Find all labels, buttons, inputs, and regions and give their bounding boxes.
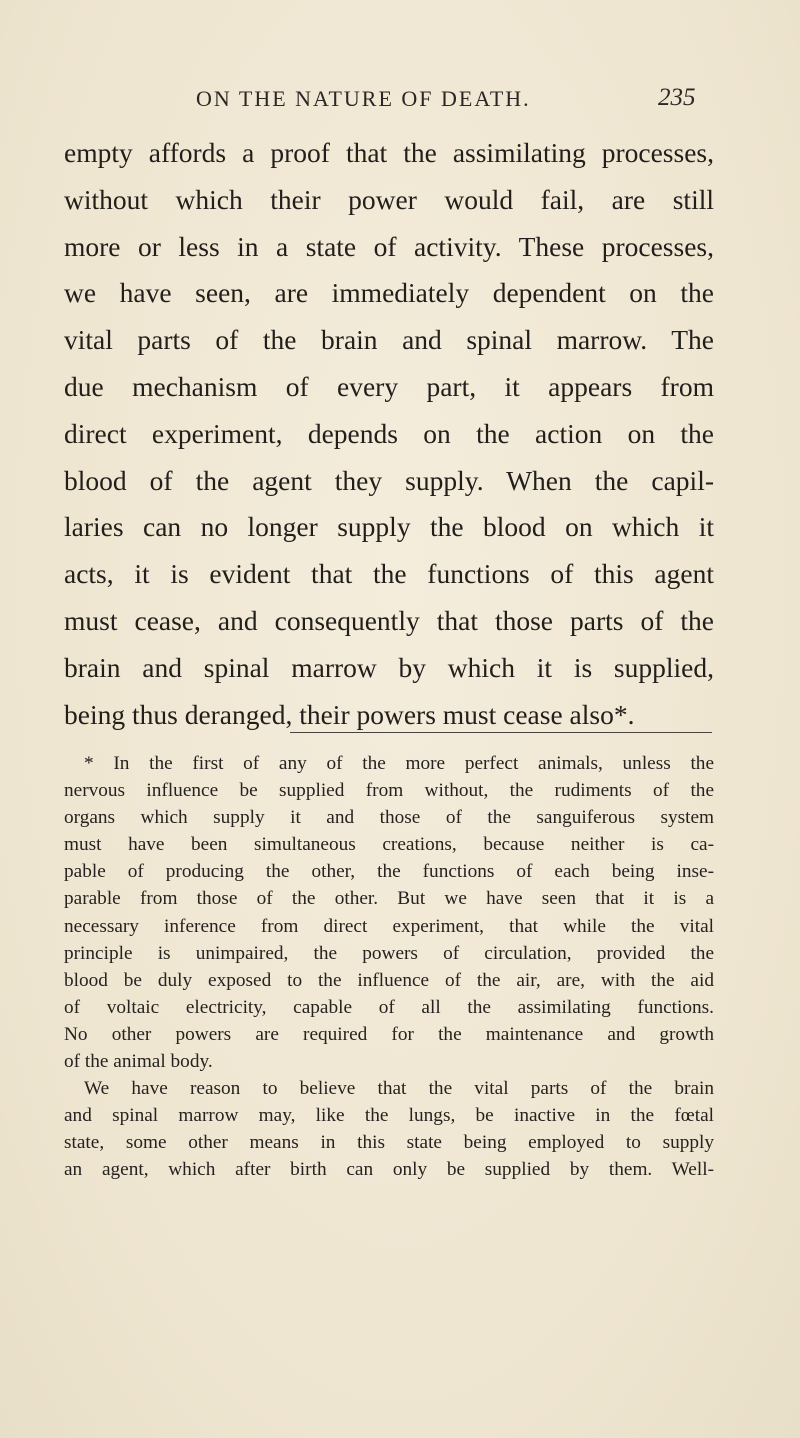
text-line: vital parts of the brain and spinal marrow. The bbox=[64, 324, 714, 356]
footnote-line: necessary inference from direct experiment, that while the vital bbox=[64, 915, 714, 937]
footnote-line: state, some other means in this state being employed to supply bbox=[64, 1132, 714, 1154]
main-text bbox=[64, 130, 714, 738]
footnote-line: organs which supply it and those of the sanguiferous system bbox=[64, 807, 714, 829]
footnote-line: parable from those of the other. But we have seen that it is a bbox=[64, 888, 714, 910]
text-line: more or less in a state of activity. These processes, bbox=[64, 230, 714, 262]
text-line: must cease, and consequently that those parts of the bbox=[64, 604, 714, 636]
footnote-line: No other powers are required for the maintenance and growth bbox=[64, 1023, 714, 1045]
footnote-line: must have been simultaneous creations, because neither is ca- bbox=[64, 834, 714, 856]
page-number: 235 bbox=[658, 84, 696, 111]
text-line: due mechanism of every part, it appears from bbox=[64, 370, 714, 402]
text-line: blood of the agent they supply. When the capil- bbox=[64, 464, 714, 496]
text-line: without which their power would fail, are still bbox=[64, 183, 714, 215]
footnote-line: and spinal marrow may, like the lungs, be inactive in the fœtal bbox=[64, 1105, 714, 1127]
footnote-line: of the animal body. bbox=[64, 1051, 213, 1073]
running-title: ON THE NATURE OF DEATH. bbox=[196, 86, 531, 111]
text-line: direct experiment, depends on the action on the bbox=[64, 417, 714, 449]
footnote-rule bbox=[290, 732, 712, 733]
footnote-line: an agent, which after birth can only be supplied by them. Well- bbox=[64, 1159, 714, 1181]
text-line: being thus deranged, their powers must cease also*. bbox=[64, 698, 635, 730]
text-line: we have seen, are immediately dependent on the bbox=[64, 277, 714, 309]
running-head bbox=[0, 86, 800, 120]
text-line: brain and spinal marrow by which it is supplied, bbox=[64, 651, 714, 683]
footnote-line: nervous influence be supplied from without, the rudiments of the bbox=[64, 780, 714, 802]
footnote-line: pable of producing the other, the functions of each being inse- bbox=[64, 861, 714, 883]
text-line: acts, it is evident that the functions of this agent bbox=[64, 558, 714, 590]
footnote-line: of voltaic electricity, capable of all the assimilating functions. bbox=[64, 996, 714, 1018]
footnote-block bbox=[64, 750, 714, 1184]
footnote-line: * In the first of any of the more perfect animals, unless the bbox=[84, 753, 714, 774]
text-line: laries can no longer supply the blood on which it bbox=[64, 511, 714, 543]
footnote-line: blood be duly exposed to the influence of the air, are, with the aid bbox=[64, 969, 714, 991]
footnote-line: We have reason to believe that the vital parts of the brain bbox=[84, 1078, 714, 1100]
text-line: empty affords a proof that the assimilating processes, bbox=[64, 137, 714, 168]
footnote-line: principle is unimpaired, the powers of circulation, provided the bbox=[64, 942, 714, 964]
